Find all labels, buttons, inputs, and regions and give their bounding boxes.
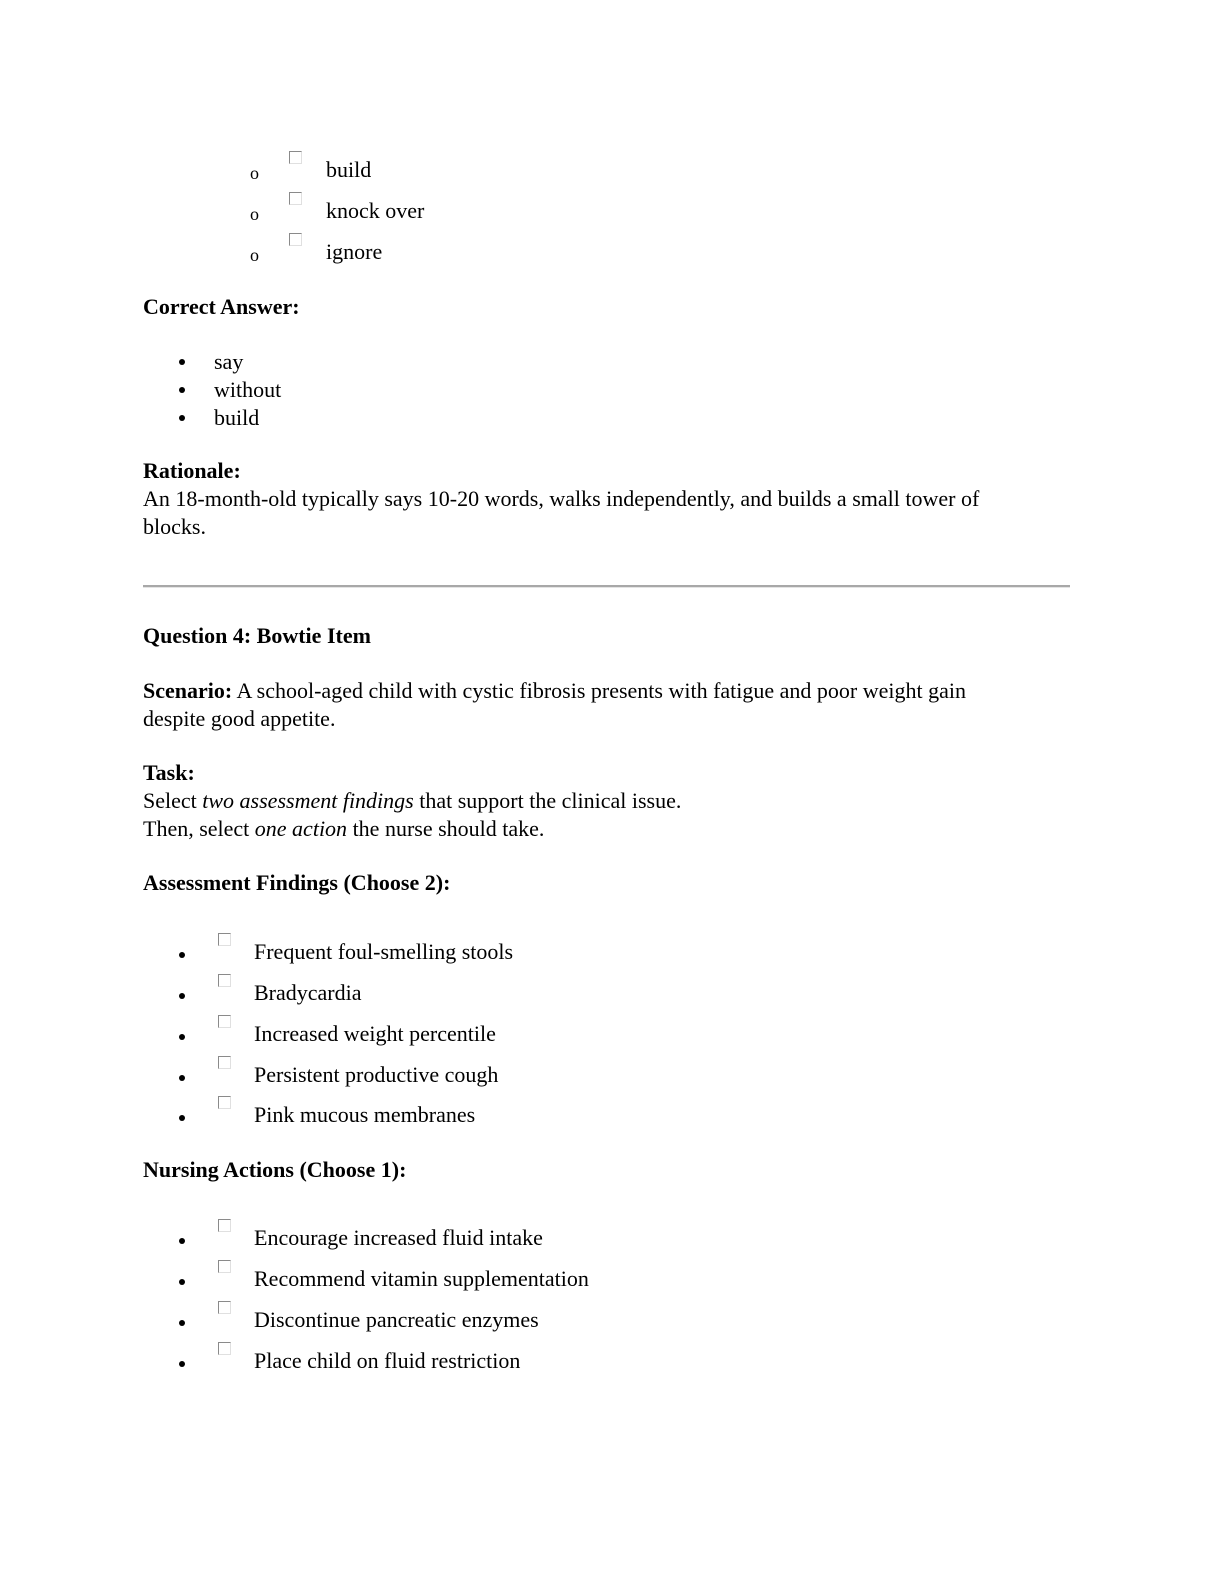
rationale-text: blocks. — [143, 514, 206, 539]
action-option: Recommend vitamin supplementation — [254, 1266, 589, 1291]
scenario-label: Scenario: — [143, 678, 233, 703]
option-label: ignore — [326, 239, 383, 264]
divider — [143, 585, 1070, 588]
list-marker: o — [250, 163, 259, 183]
bullet — [179, 1279, 185, 1285]
list-marker: o — [250, 245, 259, 265]
correct-answer-heading: Correct Answer: — [143, 294, 300, 319]
checkbox[interactable] — [289, 192, 302, 205]
option-label: knock over — [326, 198, 425, 223]
task-text: Select — [143, 788, 203, 813]
checkbox[interactable] — [218, 933, 231, 946]
findings-heading: Assessment Findings (Choose 2): — [143, 870, 451, 895]
scenario-text: despite good appetite. — [143, 706, 336, 731]
bullet — [179, 993, 185, 999]
list-item: build — [214, 405, 260, 430]
task-text: Then, select — [143, 816, 255, 841]
task-instruction — [143, 788, 681, 814]
bullet — [179, 1238, 185, 1244]
checkbox[interactable] — [218, 1342, 231, 1355]
actions-heading: Nursing Actions (Choose 1): — [143, 1157, 407, 1182]
task-text: that support the clinical issue. — [413, 788, 682, 813]
action-option: Place child on fluid restriction — [254, 1348, 521, 1373]
bullet — [179, 1115, 185, 1121]
list-marker: o — [250, 204, 259, 224]
rationale-heading: Rationale: — [143, 458, 241, 483]
bullet — [179, 387, 185, 393]
checkbox[interactable] — [218, 1015, 231, 1028]
question-title: Question 4: Bowtie Item — [143, 623, 371, 648]
bullet — [179, 1075, 185, 1081]
task-emphasis: one action — [254, 816, 348, 841]
finding-option: Persistent productive cough — [254, 1062, 499, 1087]
action-option: Encourage increased fluid intake — [254, 1225, 543, 1250]
bullet — [179, 1320, 185, 1326]
scenario-line: A school-aged child with cystic fibrosis presents with fatigue and poor weight gain — [232, 678, 967, 703]
finding-option: Bradycardia — [254, 980, 362, 1005]
task-emphasis: two assessment findings — [202, 788, 414, 813]
checkbox[interactable] — [289, 151, 302, 164]
checkbox[interactable] — [218, 1301, 231, 1314]
list-item: say — [214, 349, 244, 374]
checkbox[interactable] — [218, 1096, 231, 1109]
bullet — [179, 1361, 185, 1367]
checkbox[interactable] — [289, 233, 302, 246]
bullet — [179, 359, 185, 365]
bullet — [179, 952, 185, 958]
checkbox[interactable] — [218, 1219, 231, 1232]
option-label: build — [326, 157, 372, 182]
list-item: without — [214, 377, 282, 402]
checkbox[interactable] — [218, 974, 231, 987]
checkbox[interactable] — [218, 1056, 231, 1069]
checkbox[interactable] — [218, 1260, 231, 1273]
task-heading: Task: — [143, 760, 195, 785]
finding-option: Frequent foul-smelling stools — [254, 939, 514, 964]
task-instruction — [143, 816, 544, 842]
finding-option: Pink mucous membranes — [254, 1102, 476, 1127]
task-text: the nurse should take. — [347, 816, 545, 841]
finding-option: Increased weight percentile — [254, 1021, 496, 1046]
rationale-text: An 18-month-old typically says 10-20 words, walks independently, and builds a small tower of — [143, 486, 980, 511]
action-option: Discontinue pancreatic enzymes — [254, 1307, 539, 1332]
bullet — [179, 1034, 185, 1040]
scenario-text — [143, 678, 966, 704]
bullet — [179, 415, 185, 421]
